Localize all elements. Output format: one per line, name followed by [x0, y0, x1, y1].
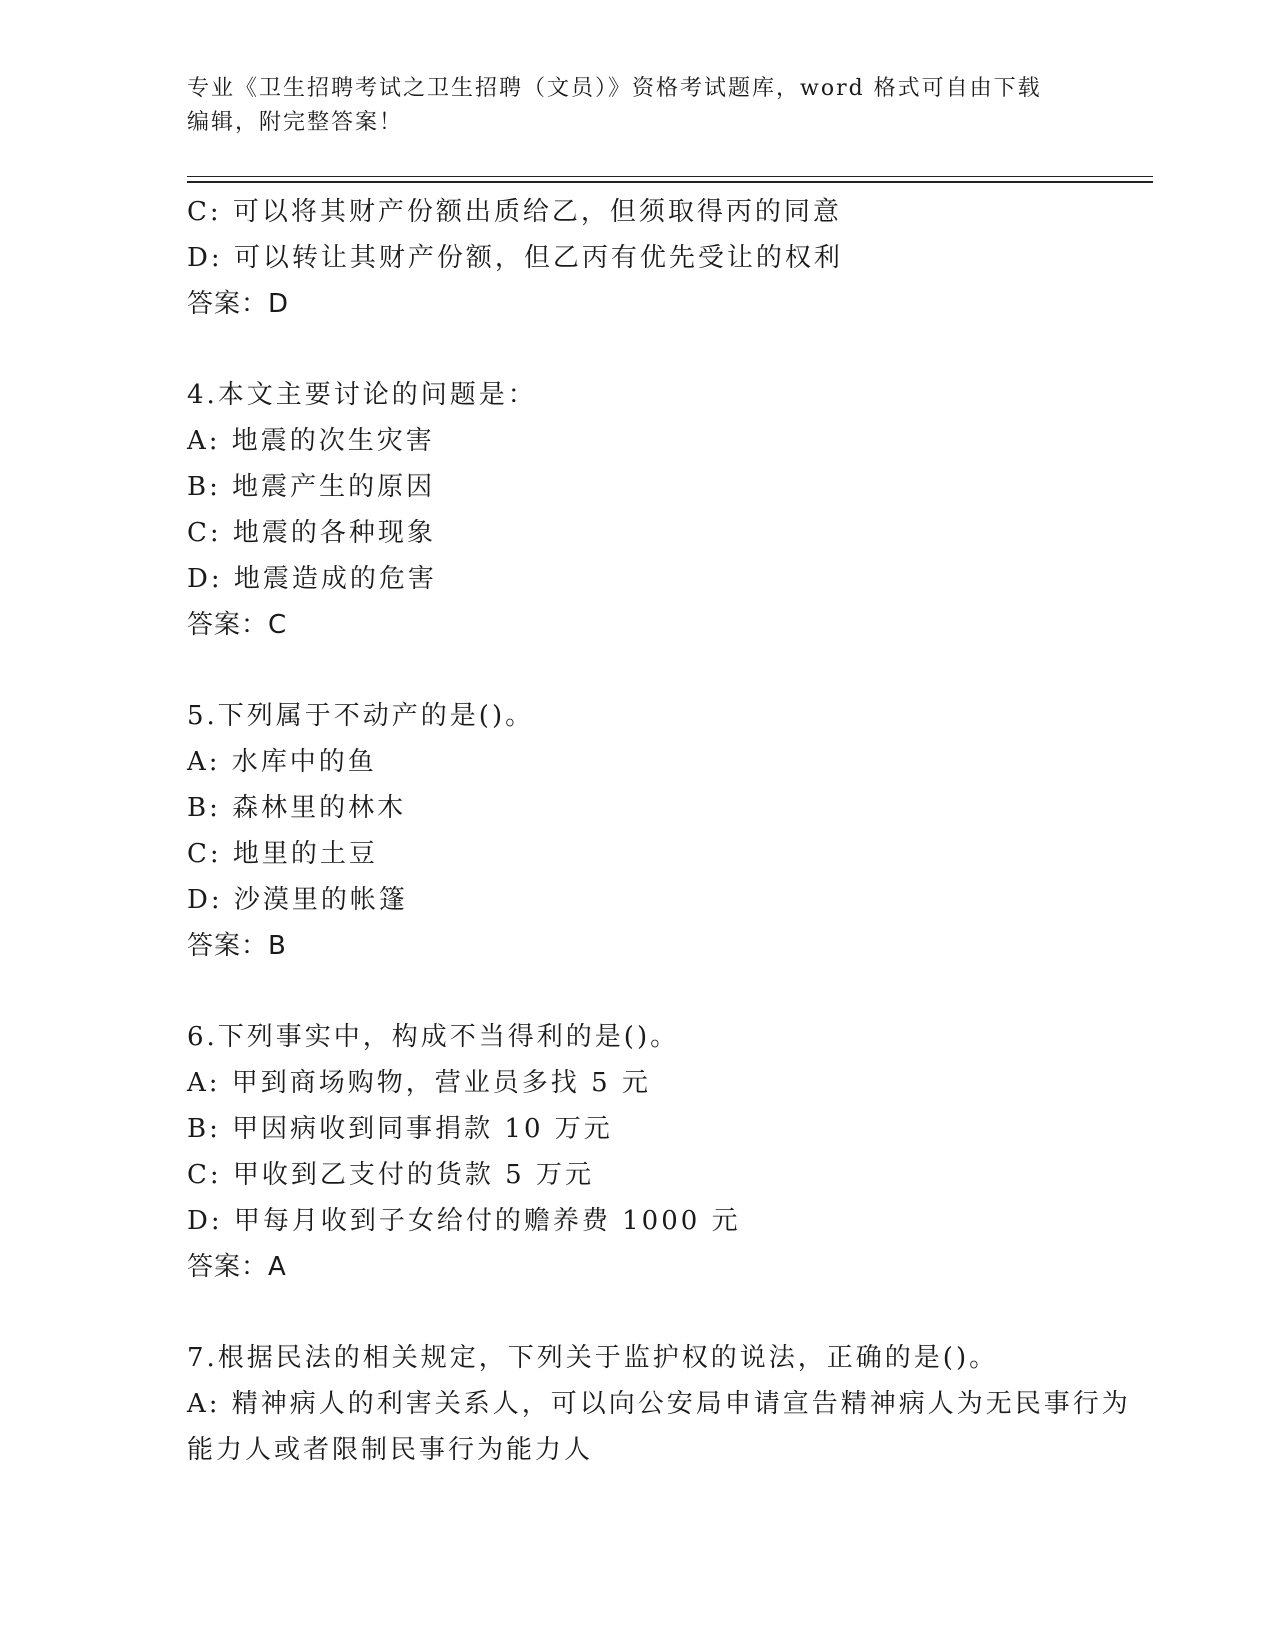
q7-option-a: A: 精神病人的利害关系人，可以向公安局申请宣告精神病人为无民事行为能力人或者限制民事行为能力人 — [187, 1389, 1131, 1465]
header-divider-thin — [187, 176, 1153, 177]
q4-question: 4.本文主要讨论的问题是： — [187, 380, 537, 410]
q4-answer: 答案：C — [187, 610, 288, 640]
q4-option-d: D: 地震造成的危害 — [187, 564, 437, 594]
header-line-2: 编辑，附完整答案！ — [187, 110, 404, 135]
document-header — [187, 72, 1087, 140]
q3-option-d: D: 可以转让其财产份额，但乙丙有优先受让的权利 — [187, 243, 843, 273]
q3-option-c: C: 可以将其财产份额出质给乙，但须取得丙的同意 — [187, 197, 842, 227]
q5-option-b: B: 森林里的林木 — [187, 793, 407, 823]
question-list — [187, 189, 1147, 1473]
q5-question: 5.下列属于不动产的是()。 — [187, 701, 535, 731]
q6-option-c: C: 甲收到乙支付的货款 5 万元 — [187, 1160, 594, 1190]
q6-question: 6.下列事实中，构成不当得利的是()。 — [187, 1022, 680, 1052]
question-4-block — [187, 372, 1147, 648]
q4-option-a: A: 地震的次生灾害 — [187, 426, 435, 456]
question-6-block — [187, 1014, 1147, 1290]
question-3-block — [187, 189, 1147, 327]
header-line-1: 专业《卫生招聘考试之卫生招聘（文员）》资格考试题库，word 格式可自由下载 — [187, 76, 1042, 101]
question-5-block — [187, 693, 1147, 969]
q4-option-b: B: 地震产生的原因 — [187, 472, 436, 502]
q5-option-d: D: 沙漠里的帐篷 — [187, 885, 408, 915]
q6-option-d: D: 甲每月收到子女给付的赡养费 1000 元 — [187, 1206, 741, 1236]
q6-option-b: B: 甲因病收到同事捐款 10 万元 — [187, 1114, 613, 1144]
q5-option-a: A: 水库中的鱼 — [187, 747, 377, 777]
header-divider-thick — [187, 181, 1153, 183]
question-7-block — [187, 1335, 1147, 1473]
q6-option-a: A: 甲到商场购物，营业员多找 5 元 — [187, 1068, 651, 1098]
q7-question: 7.根据民法的相关规定，下列关于监护权的说法，正确的是()。 — [187, 1343, 999, 1373]
q5-option-c: C: 地里的土豆 — [187, 839, 378, 869]
q6-answer: 答案：A — [187, 1252, 287, 1282]
q3-answer: 答案：D — [187, 289, 290, 319]
q5-answer: 答案：B — [187, 931, 287, 961]
q4-option-c: C: 地震的各种现象 — [187, 518, 436, 548]
